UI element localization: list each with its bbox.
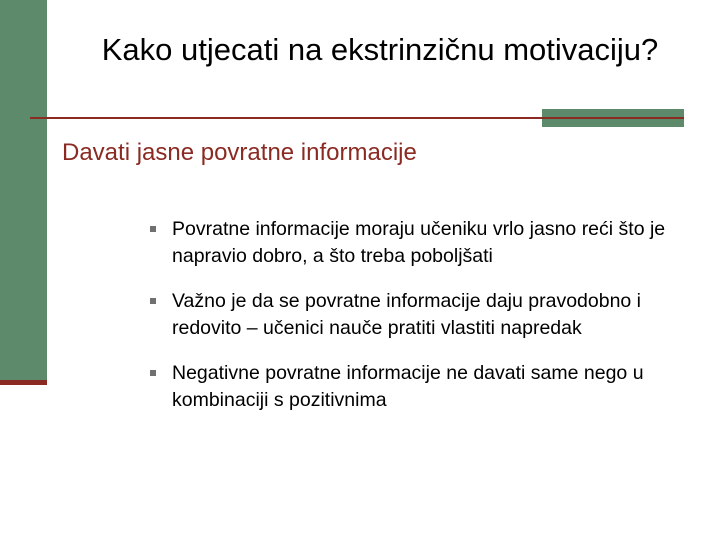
title-divider-accent <box>542 117 684 119</box>
bullet-list <box>150 216 670 432</box>
bullet-item <box>150 360 670 414</box>
bullet-item <box>150 288 670 342</box>
square-bullet-icon <box>150 370 156 376</box>
decorative-side-bar-cap <box>0 380 47 385</box>
slide-title: Kako utjecati na ekstrinzičnu motivaciju? <box>101 32 659 67</box>
decorative-side-bar <box>0 0 47 380</box>
slide-subtitle: Davati jasne povratne informacije <box>62 139 417 166</box>
square-bullet-icon <box>150 226 156 232</box>
bullet-text: Povratne informacije moraju učeniku vrlo jasno reći što je napravio dobro, a što treba poboljšati <box>172 218 666 267</box>
square-bullet-icon <box>150 298 156 304</box>
bullet-text: Negativne povratne informacije ne davati same nego u kombinaciji s pozitivnima <box>172 362 644 411</box>
bullet-text: Važno je da se povratne informacije daju pravodobno i redovito – učenici nauče pratiti vlastiti napredak <box>172 290 642 339</box>
bullet-item <box>150 216 670 270</box>
